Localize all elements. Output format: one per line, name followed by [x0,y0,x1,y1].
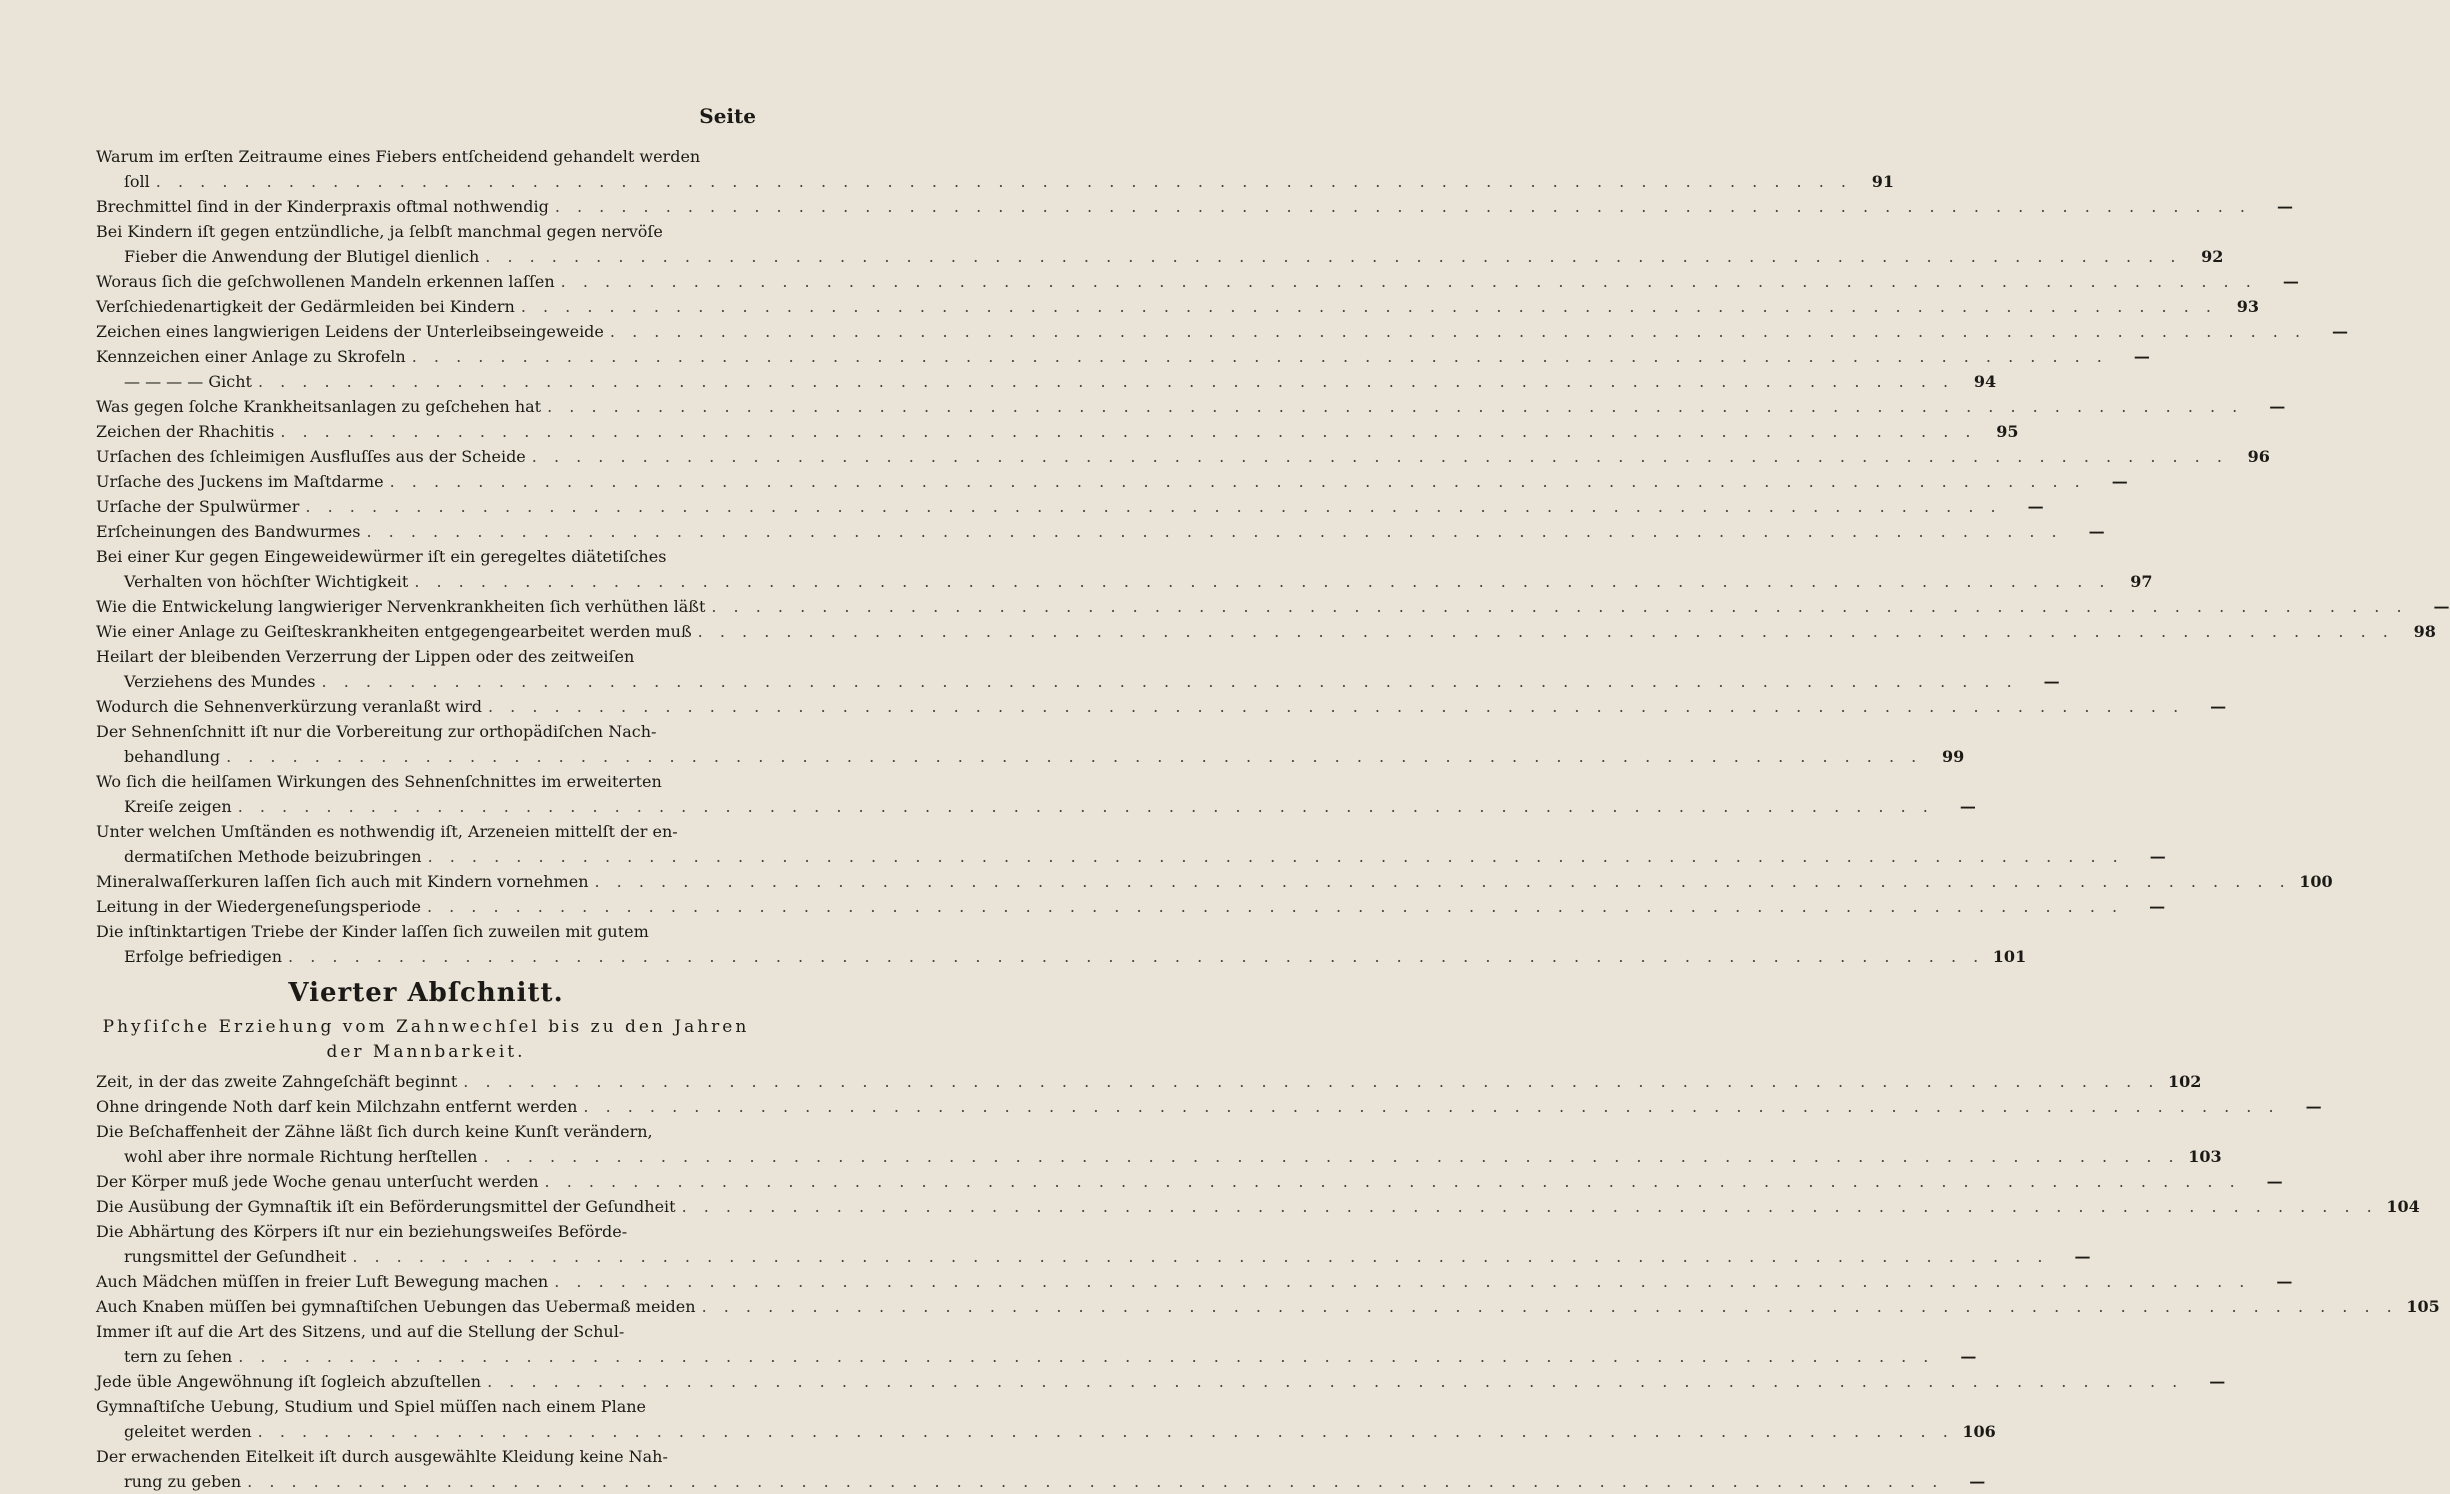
toc-entry-text: ſoll [124,172,150,191]
dot-leader [366,519,2062,544]
toc-entry [96,1294,2440,1319]
toc-entry-text: Erſcheinungen des Bandwurmes [96,522,361,541]
page-column-header: Seite [699,104,756,128]
dot-leader [610,319,2306,344]
page-number: 98 [2413,622,2436,641]
dot-leader [414,569,2110,594]
toc-entry-line: Immer iſt auf die Art des Sitzens, und auf die Stellung der Schul- [96,1322,625,1341]
toc-entry [96,1169,2283,1194]
page-number: — [2149,897,2166,916]
dot-leader [390,469,2086,494]
dot-leader [352,1244,2048,1269]
toc-entry-text: Leitung in der Wiedergeneſungsperiode [96,897,421,916]
dot-leader [702,1294,2398,1319]
toc-entry-text: tern zu ſehen [124,1347,233,1366]
toc-entry [96,1419,1996,1444]
toc-entry [96,294,2259,319]
toc-entry [96,494,2044,519]
toc-entry [96,669,2060,694]
toc-entry-text: Auch Knaben müſſen bei gymnaſtiſchen Uebungen das Uebermaß meiden [96,1297,696,1316]
page-number: 101 [1992,947,2027,966]
toc-entry [96,444,2270,469]
page-number: 95 [1996,422,2019,441]
toc-entry [96,1369,2226,1394]
toc-entry-line: Bei Kindern iſt gegen entzündliche, ja ſelbſt manchmal gegen nervöſe [96,222,663,241]
toc-entry [96,619,2436,644]
toc-entry [96,269,2299,294]
toc-entry-line: Der erwachenden Eitelkeit iſt durch ausgewählte Kleidung keine Nah- [96,1447,668,1466]
page-number: — [2210,697,2227,716]
page-number: 97 [2130,572,2153,591]
page-number: — [2133,347,2150,366]
page-number: 105 [2406,1297,2440,1316]
toc-entry-text: Ohne dringende Noth darf kein Milchzahn entfernt werden [96,1097,578,1116]
dot-leader [247,1469,1943,1494]
toc-entry [96,1244,2091,1269]
toc-entry [96,894,2166,919]
dot-leader [288,944,1984,969]
toc-entry [96,319,2349,344]
toc-entry [96,869,2333,894]
page-number: — [2266,1172,2283,1191]
dot-leader [258,1419,1954,1444]
page-number: 102 [2168,1072,2202,1091]
toc-entry-text: Was gegen ſolche Krankheitsanlagen zu geſchehen hat [96,397,542,416]
page-number: 93 [2236,297,2259,316]
toc-entry-line: Warum im erſten Zeitraume eines Fiebers entſcheidend gehandelt werden [96,147,701,166]
page-number: — [2209,1372,2226,1391]
page-number: — [2043,672,2060,691]
toc-entry [96,519,2105,544]
dot-leader [555,194,2251,219]
page-number: 92 [2201,247,2224,266]
page-number: — [2433,597,2450,616]
dot-leader [238,794,1934,819]
section-subtitle [96,1015,756,1065]
toc-entry-text: Verziehens des Mundes [124,672,316,691]
dot-leader [545,1169,2241,1194]
toc-entry-line: Wo ſich die heilſamen Wirkungen des Sehnenſchnittes im erweiterten [96,772,662,791]
toc-entry [96,944,2027,969]
dot-leader [427,894,2123,919]
toc-entry-text: Verſchiedenartigkeit der Gedärmleiden bei Kindern [96,297,515,316]
dot-leader [238,1344,1934,1369]
toc-entry-text: Urſache des Juckens im Maſtdarme [96,472,384,491]
toc-entry-text: rung zu geben [124,1472,242,1491]
page-number: — [2269,397,2286,416]
toc-entry [96,794,1976,819]
section-subtitle-line-1: Phyſiſche Erziehung vom Zahnwechſel bis zu den Jahren [102,1017,750,1037]
toc-entry-text: dermatiſchen Methode beizubringen [124,847,422,866]
toc-entry-text: Zeit, in der das zweite Zahngeſchäft beginnt [96,1072,458,1091]
toc-entry [96,1094,2322,1119]
toc-entry-text: Der Körper muß jede Woche genau unterſucht werden [96,1172,539,1191]
toc-entry-text: Verhalten von höchſter Wichtigkeit [124,572,409,591]
dot-leader [156,169,1852,194]
dot-leader [305,494,2001,519]
toc-entry-text: Urſache der Spulwürmer [96,497,300,516]
page-number: 94 [1973,372,1997,391]
toc-entry-text: Zeichen eines langwierigen Leidens der Unterleibseingeweide [96,322,604,341]
toc-entry [96,169,1894,194]
toc-entry-text: Fieber die Anwendung der Blutigel dienlich [124,247,480,266]
toc-entry-line: Heilart der bleibenden Verzerrung der Lippen oder des zeitweiſen [96,647,635,666]
page-number: — [2276,197,2293,216]
toc-entry-text: — — — — Gicht [124,372,252,391]
toc-entry [96,244,2224,269]
dot-leader [521,294,2217,319]
toc-entry [96,844,2166,869]
page-number: — [2088,522,2105,541]
toc-entry [96,1069,2202,1094]
toc-entry [96,394,2286,419]
toc-entry [96,1269,2293,1294]
toc-entry-text: Mineralwaſſerkuren laſſen ſich auch mit Kindern vornehmen [96,872,589,891]
page-number: — [2305,1097,2322,1116]
toc-entry-text: rungsmittel der Geſundheit [124,1247,347,1266]
page-number: 100 [2299,872,2333,891]
toc-entry-text: Wie einer Anlage zu Geiſteskrankheiten entgegengearbeitet werden muß [96,622,692,641]
page-number: 91 [1871,172,1894,191]
toc-entry [96,1194,2420,1219]
page-number: — [1959,797,1976,816]
toc-entry-text: Jede üble Angewöhnung iſt ſogleich abzuſtellen [96,1372,482,1391]
toc-entry [96,194,2293,219]
dot-leader [485,244,2181,269]
toc-entry-text: Brechmittel ſind in der Kinderpraxis oftmal nothwendig [96,197,549,216]
dot-leader [698,619,2394,644]
toc-entry-text: Urſachen des ſchleimigen Ausfluſſes aus der Scheide [96,447,526,466]
section-title: Vierter Abſchnitt. [288,978,564,1008]
toc-entry-text: Zeichen der Rhachitis [96,422,275,441]
toc-entry [96,1469,1986,1494]
dot-leader [488,694,2184,719]
toc-entry [96,1144,2222,1169]
toc-entry [96,594,2450,619]
dot-leader [428,844,2124,869]
page-number: — [2027,497,2044,516]
toc-entry [96,344,2150,369]
dot-leader [226,744,1922,769]
page-number: — [2332,322,2349,341]
dot-leader [487,1369,2183,1394]
toc-part-2 [96,1069,2440,1494]
dot-leader [483,1144,2179,1169]
toc-list [96,144,2450,1494]
dot-leader [711,594,2407,619]
toc-entry-line: Unter welchen Umſtänden es nothwendig iſt, Arzeneien mittelſt der en- [96,822,678,841]
toc-entry-text: Wodurch die Sehnenverkürzung veranlaßt wird [96,697,482,716]
section-subtitle-line-2: der Mannbarkeit. [326,1042,526,1062]
toc-entry-text: Auch Mädchen müſſen in freier Luft Bewegung machen [96,1272,549,1291]
toc-entry-line: Die inſtinktartigen Triebe der Kinder laſſen ſich zuweilen mit gutem [96,922,649,941]
dot-leader [532,444,2228,469]
toc-entry [96,419,2019,444]
toc-entry [96,694,2227,719]
page-number: 96 [2247,447,2270,466]
dot-leader [547,394,2243,419]
toc-entry-text: behandlung [124,747,221,766]
toc-entry-line: Gymnaſtiſche Uebung, Studium und Spiel müſſen nach einem Plane [96,1397,646,1416]
dot-leader [595,869,2291,894]
toc-entry-text: Die Ausübung der Gymnaſtik iſt ein Beförderungsmittel der Geſundheit [96,1197,676,1216]
toc-entry [96,569,2153,594]
toc-entry-text: Erfolge befriedigen [124,947,283,966]
page-number: — [1969,1472,1986,1491]
toc-entry-line: Die Beſchaffenheit der Zähne läßt ſich durch keine Kunſt verändern, [96,1122,653,1141]
toc-part-1 [96,144,2450,969]
page-number: 106 [1962,1422,1996,1441]
page-number: 99 [1941,747,1965,766]
page-number: 103 [2188,1147,2222,1166]
dot-leader [258,369,1954,394]
toc-entry-line: Der Sehnenſchnitt iſt nur die Vorbereitung zur orthopädiſchen Nach- [96,722,657,741]
dot-leader [554,1269,2250,1294]
dot-leader [280,419,1976,444]
page-number: 104 [2386,1197,2420,1216]
dot-leader [463,1069,2159,1094]
page-number: — [2282,272,2299,291]
page-number: — [2074,1247,2091,1266]
toc-entry-text: Woraus ſich die geſchwollenen Mandeln erkennen laſſen [96,272,555,291]
dot-leader [583,1094,2279,1119]
toc-entry-line: Die Abhärtung des Körpers iſt nur ein beziehungsweiſes Beförde- [96,1222,628,1241]
page-number: — [2111,472,2128,491]
toc-entry-text: Kennzeichen einer Anlage zu Skrofeln [96,347,406,366]
toc-entry-text: geleitet werden [124,1422,252,1441]
toc-entry [96,369,1997,394]
dot-leader [412,344,2108,369]
dot-leader [561,269,2257,294]
toc-entry-text: Kreiſe zeigen [124,797,232,816]
toc-entry-text: Wie die Entwickelung langwieriger Nervenkrankheiten ſich verhüthen läßt [96,597,706,616]
dot-leader [322,669,2018,694]
toc-entry [96,469,2128,494]
dot-leader [682,1194,2378,1219]
toc-entry [96,744,1965,769]
page-number: — [1960,1347,1977,1366]
toc-entry-line: Bei einer Kur gegen Eingeweidewürmer iſt ein geregeltes diätetiſches [96,547,667,566]
toc-entry [96,1344,1977,1369]
page-number: — [2149,847,2166,866]
page-number: — [2276,1272,2293,1291]
toc-entry-text: wohl aber ihre normale Richtung herſtellen [124,1147,478,1166]
